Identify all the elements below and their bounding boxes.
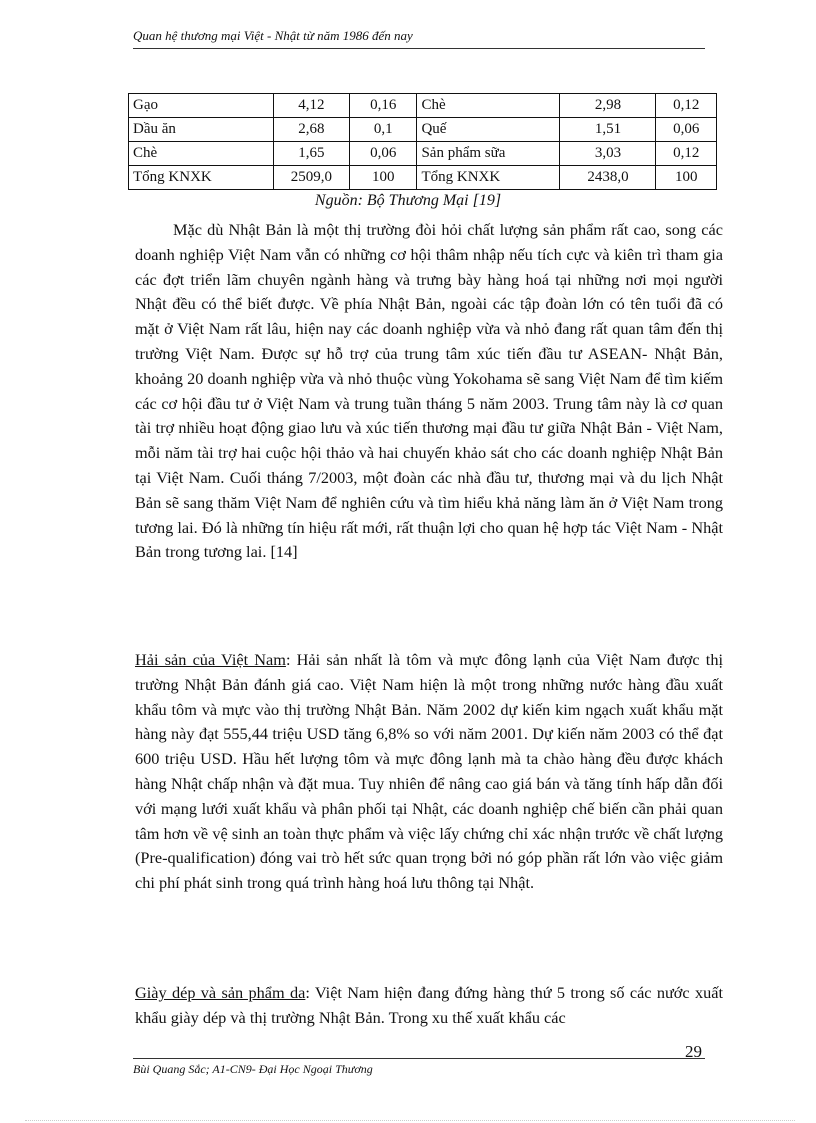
table-cell: 2509,0	[273, 166, 349, 190]
paragraph-seafood	[135, 648, 723, 896]
table-row	[129, 142, 717, 166]
table-cell: 0,06	[656, 118, 717, 142]
table-cell: Chè	[129, 142, 274, 166]
table-row	[129, 94, 717, 118]
table-cell: 3,03	[560, 142, 656, 166]
table-cell: Dầu ăn	[129, 118, 274, 142]
footer-rule	[133, 1058, 705, 1059]
paragraph-footwear	[135, 981, 723, 1031]
paragraph-investment: Mặc dù Nhật Bản là một thị trường đòi hỏi chất lượng sản phẩm rất cao, song các doanh nghiệp Việt Nam vẫn có những cơ hội thâm nhập nếu tích cực và kiên trì tham gia các đợt triển lãm chuyên ngành hàng và trưng bày hàng hoá tại những nơi mọi người Nhật đều có thể biết được. Về phía Nhật Bản, ngoài các tập đoàn lớn có tên tuổi đã có mặt ở Việt Nam rất lâu, hiện nay các doanh nghiệp vừa và nhỏ đang rất quan tâm đến thị trường Việt Nam. Được sự hỗ trợ của trung tâm xúc tiến đầu tư ASEAN- Nhật Bản, khoảng 20 doanh nghiệp vừa và nhỏ thuộc vùng Yokohama sẽ sang Việt Nam để tìm kiếm các cơ hội đầu tư ở Việt Nam và trung tuần tháng 5 năm 2003. Trung tâm này là cơ quan tài trợ nhiều hoạt động giao lưu và xúc tiến thương mại đầu tư giữa Nhật Bản - Việt Nam, mỗi năm tài trợ hai cuộc hội thảo và hai chuyến khảo sát cho các doanh nghiệp Nhật Bản tại Việt Nam. Cuối tháng 7/2003, một đoàn các nhà đầu tư, thương mại và du lịch Nhật Bản sẽ sang thăm Việt Nam để nghiên cứu và tìm hiểu khả năng làm ăn ở Việt Nam trong tương lai. Đó là những tín hiệu rất mới, rất thuận lợi cho quan hệ hợp tác Việt Nam - Nhật Bản trong tương lai. [14]	[135, 220, 723, 562]
table-cell: 100	[656, 166, 717, 190]
table-row	[129, 166, 717, 190]
table-cell: 0,12	[656, 94, 717, 118]
table-cell: 0,12	[656, 142, 717, 166]
page-number: 29	[685, 1042, 702, 1061]
running-footer: Bùi Quang Sắc; A1-CN9- Đại Học Ngoại Thương	[133, 1062, 373, 1076]
table-cell: 2,68	[273, 118, 349, 142]
table-cell: Sản phẩm sữa	[417, 142, 560, 166]
table-cell: Gạo	[129, 94, 274, 118]
table-source: Nguồn: Bộ Thương Mại [19]	[314, 192, 502, 209]
table-cell: Tổng KNXK	[129, 166, 274, 190]
table-cell: 0,1	[350, 118, 417, 142]
table-cell: Tổng KNXK	[417, 166, 560, 190]
table-cell: Chè	[417, 94, 560, 118]
table-cell: Quế	[417, 118, 560, 142]
footwear-body: : Việt Nam hiện đang đứng hàng thứ 5 trong số các nước xuất khẩu giày dép và thị trường Nhật Bản. Trong xu thế xuất khẩu các	[135, 983, 723, 1027]
table-cell: 0,16	[350, 94, 417, 118]
table-cell: 2438,0	[560, 166, 656, 190]
table-cell: 100	[350, 166, 417, 190]
table-cell: 4,12	[273, 94, 349, 118]
table-row	[129, 118, 717, 142]
export-table	[128, 93, 717, 190]
page-edge	[25, 1120, 795, 1121]
table-cell: 2,98	[560, 94, 656, 118]
seafood-heading: Hải sản của Việt Nam	[135, 650, 286, 669]
table-cell: 1,51	[560, 118, 656, 142]
table-cell: 0,06	[350, 142, 417, 166]
running-header: Quan hệ thương mại Việt - Nhật từ năm 1986 đến nay	[133, 28, 413, 43]
table-cell: 1,65	[273, 142, 349, 166]
header-rule	[133, 48, 705, 49]
footwear-heading: Giày dép và sản phẩm da	[135, 983, 306, 1002]
seafood-body: : Hải sản nhất là tôm và mực đông lạnh của Việt Nam được thị trường Nhật Bản đánh giá cao. Việt Nam hiện là một trong những nước hàng đầu xuất khẩu tôm và mực vào thị trường Nhật Bản. Năm 2002 dự kiến kim ngạch xuất khẩu mặt hàng này đạt 555,44 triệu USD tăng 6,8% so với năm 2001. Dự kiến năm 2003 có thể đạt 600 triệu USD. Hầu hết lượng tôm và mực đông lạnh mà ta chào hàng đều được khách hàng Nhật chấp nhận và đặt mua. Tuy nhiên để nâng cao giá bán và tăng tính hấp dẫn đối với mạng lưới xuất khẩu và phân phối tại Nhật, các doanh nghiệp chế biến cần phải quan tâm hơn về vệ sinh an toàn thực phẩm và việc lấy chứng chỉ xác nhận trước về chất lượng (Pre-qualification) đóng vai trò hết sức quan trọng bởi nó góp phần rất lớn vào việc giảm chi phí phát sinh trong quá trình hàng hoá lưu thông tại Nhật.	[135, 650, 723, 893]
